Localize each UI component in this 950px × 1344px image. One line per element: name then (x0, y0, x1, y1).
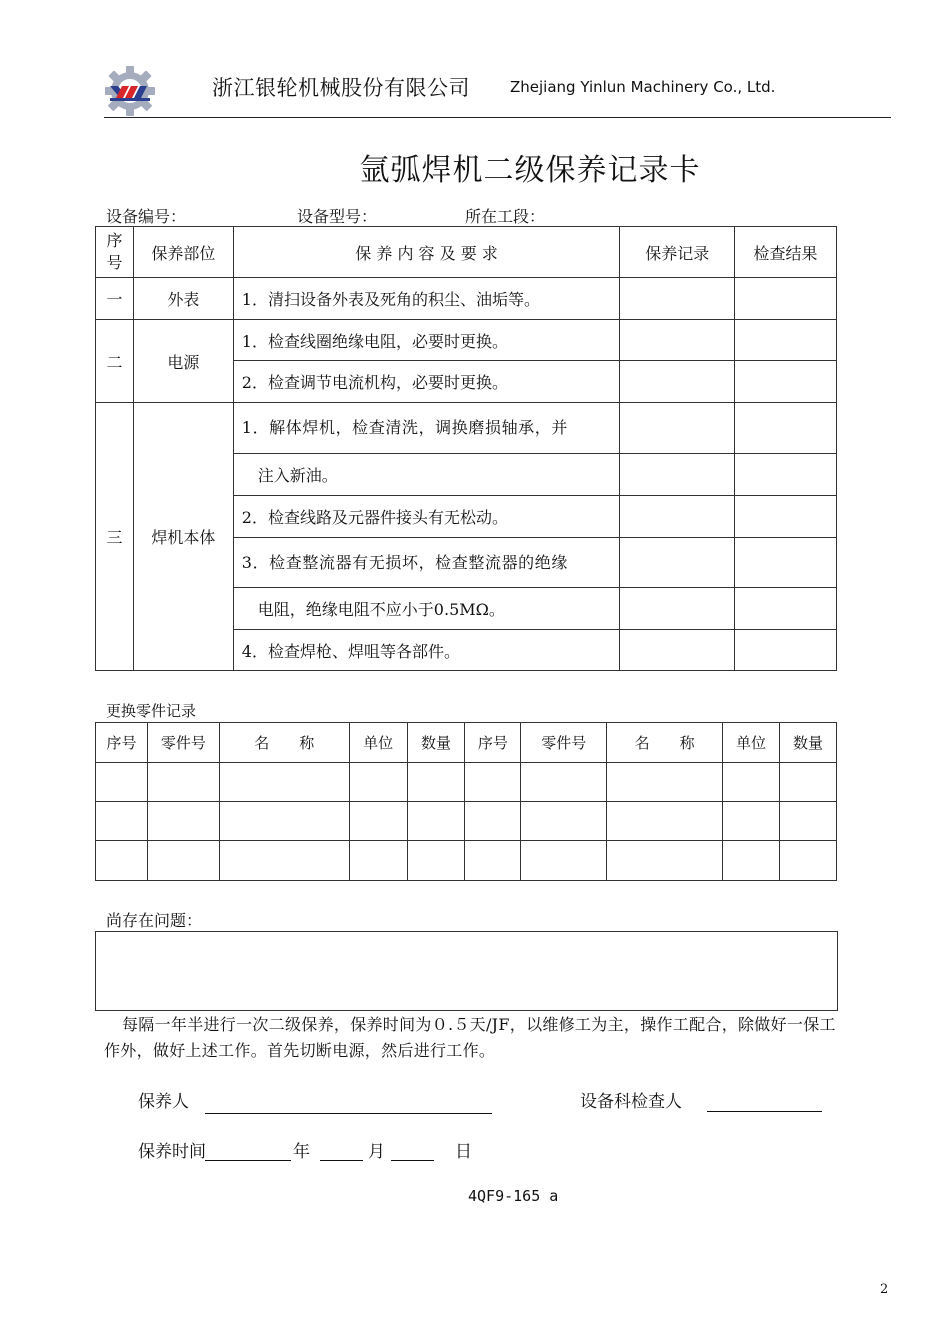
row-item: 1．清扫设备外表及死角的积尘、油垢等。 (233, 278, 619, 320)
record-cell[interactable] (620, 320, 735, 361)
issues-label: 尚存在问题： (106, 911, 203, 930)
record-cell[interactable] (620, 361, 735, 403)
result-cell[interactable] (735, 538, 837, 588)
maintainer-line[interactable] (205, 1113, 492, 1114)
parts-cell[interactable] (521, 763, 607, 802)
form-code: 4QF9-165 a (468, 1187, 559, 1205)
header-seq: 序号 (96, 227, 134, 278)
parts-header: 零件号 (521, 723, 607, 763)
parts-cell[interactable] (465, 763, 521, 802)
row-item: 2．检查调节电流机构，必要时更换。 (233, 361, 619, 403)
result-cell[interactable] (735, 454, 837, 496)
parts-cell[interactable] (349, 763, 407, 802)
parts-header: 单位 (349, 723, 407, 763)
header-record: 保养记录 (620, 227, 735, 278)
parts-header: 名 称 (607, 723, 723, 763)
row-item: 3．检查整流器有无损坏，检查整流器的绝缘 (233, 538, 619, 588)
parts-header: 序号 (465, 723, 521, 763)
header-divider (104, 117, 891, 118)
day-label: 日 (455, 1142, 472, 1162)
month-line[interactable] (320, 1160, 363, 1161)
year-label: 年 (293, 1142, 310, 1162)
parts-cell[interactable] (465, 841, 521, 881)
month-label: 月 (368, 1142, 385, 1162)
day-line[interactable] (391, 1160, 434, 1161)
header-part: 保养部位 (133, 227, 233, 278)
record-cell[interactable] (620, 454, 735, 496)
parts-header: 数量 (780, 723, 837, 763)
parts-header: 序号 (96, 723, 148, 763)
parts-cell[interactable] (96, 802, 148, 841)
record-cell[interactable] (620, 538, 735, 588)
row-item: 4．检查焊枪、焊咀等各部件。 (233, 630, 619, 671)
row-part: 焊机本体 (133, 403, 233, 671)
parts-cell[interactable] (521, 802, 607, 841)
result-cell[interactable] (735, 588, 837, 630)
table-row (96, 763, 837, 802)
parts-cell[interactable] (219, 802, 349, 841)
parts-cell[interactable] (607, 841, 723, 881)
parts-table (95, 722, 837, 881)
record-cell[interactable] (620, 278, 735, 320)
parts-cell[interactable] (780, 841, 837, 881)
record-cell[interactable] (620, 630, 735, 671)
table-row (96, 802, 837, 841)
parts-header: 单位 (723, 723, 780, 763)
parts-cell[interactable] (147, 802, 219, 841)
inspector-label: 设备科检查人 (580, 1092, 682, 1112)
parts-cell[interactable] (780, 763, 837, 802)
row-seq: 三 (96, 403, 134, 671)
parts-cell[interactable] (96, 841, 148, 881)
parts-cell[interactable] (607, 802, 723, 841)
parts-cell[interactable] (407, 802, 465, 841)
result-cell[interactable] (735, 403, 837, 454)
parts-cell[interactable] (780, 802, 837, 841)
row-item: 1．检查线圈绝缘电阻，必要时更换。 (233, 320, 619, 361)
result-cell[interactable] (735, 278, 837, 320)
equip-model-label: 设备型号： (297, 207, 378, 226)
result-cell[interactable] (735, 496, 837, 538)
parts-cell[interactable] (219, 763, 349, 802)
parts-cell[interactable] (465, 802, 521, 841)
maintenance-table (95, 226, 837, 671)
maintainer-label: 保养人 (138, 1092, 189, 1112)
row-seq: 一 (96, 278, 134, 320)
record-cell[interactable] (620, 588, 735, 630)
inspector-line[interactable] (707, 1111, 822, 1112)
parts-cell[interactable] (349, 841, 407, 881)
table-row (96, 841, 837, 881)
row-part: 外表 (133, 278, 233, 320)
company-name-en: Zhejiang Yinlun Machinery Co., Ltd. (510, 78, 776, 96)
header-result: 检查结果 (735, 227, 837, 278)
result-cell[interactable] (735, 361, 837, 403)
parts-cell[interactable] (723, 841, 780, 881)
year-line[interactable] (205, 1160, 291, 1161)
record-cell[interactable] (620, 403, 735, 454)
parts-cell[interactable] (349, 802, 407, 841)
equip-no-label: 设备编号： (106, 207, 187, 226)
parts-cell[interactable] (147, 763, 219, 802)
maintenance-note: 每隔一年半进行一次二级保养，保养时间为０.５天/JF，以维修工为主，操作工配合，除做好一保工作外，做好上述工作。首先切断电源，然后进行工作。 (104, 1015, 836, 1060)
company-logo (102, 64, 158, 118)
row-item: 2．检查线路及元器件接头有无松动。 (233, 496, 619, 538)
company-name-cn: 浙江银轮机械股份有限公司 (212, 76, 470, 100)
parts-cell[interactable] (407, 841, 465, 881)
parts-cell[interactable] (219, 841, 349, 881)
issues-box[interactable] (95, 931, 838, 1011)
page-title: 氩弧焊机二级保养记录卡 (359, 153, 701, 188)
parts-header: 名 称 (219, 723, 349, 763)
time-label: 保养时间 (138, 1142, 206, 1162)
row-item: 注入新油。 (233, 454, 619, 496)
parts-cell[interactable] (521, 841, 607, 881)
page-number: 2 (880, 1282, 889, 1297)
parts-label: 更换零件记录 (106, 702, 197, 720)
parts-header: 零件号 (147, 723, 219, 763)
parts-cell[interactable] (723, 763, 780, 802)
record-cell[interactable] (620, 496, 735, 538)
row-part: 电源 (133, 320, 233, 403)
row-seq: 二 (96, 320, 134, 403)
result-cell[interactable] (735, 630, 837, 671)
result-cell[interactable] (735, 320, 837, 361)
section-label: 所在工段： (465, 207, 546, 226)
parts-cell[interactable] (96, 763, 148, 802)
parts-cell[interactable] (607, 763, 723, 802)
header-content: 保 养 内 容 及 要 求 (233, 227, 619, 278)
parts-header: 数量 (407, 723, 465, 763)
parts-cell[interactable] (147, 841, 219, 881)
row-item: 1．解体焊机，检查清洗，调换磨损轴承，并 (233, 403, 619, 454)
parts-cell[interactable] (723, 802, 780, 841)
row-item: 电阻，绝缘电阻不应小于0.5MΩ。 (233, 588, 619, 630)
parts-cell[interactable] (407, 763, 465, 802)
